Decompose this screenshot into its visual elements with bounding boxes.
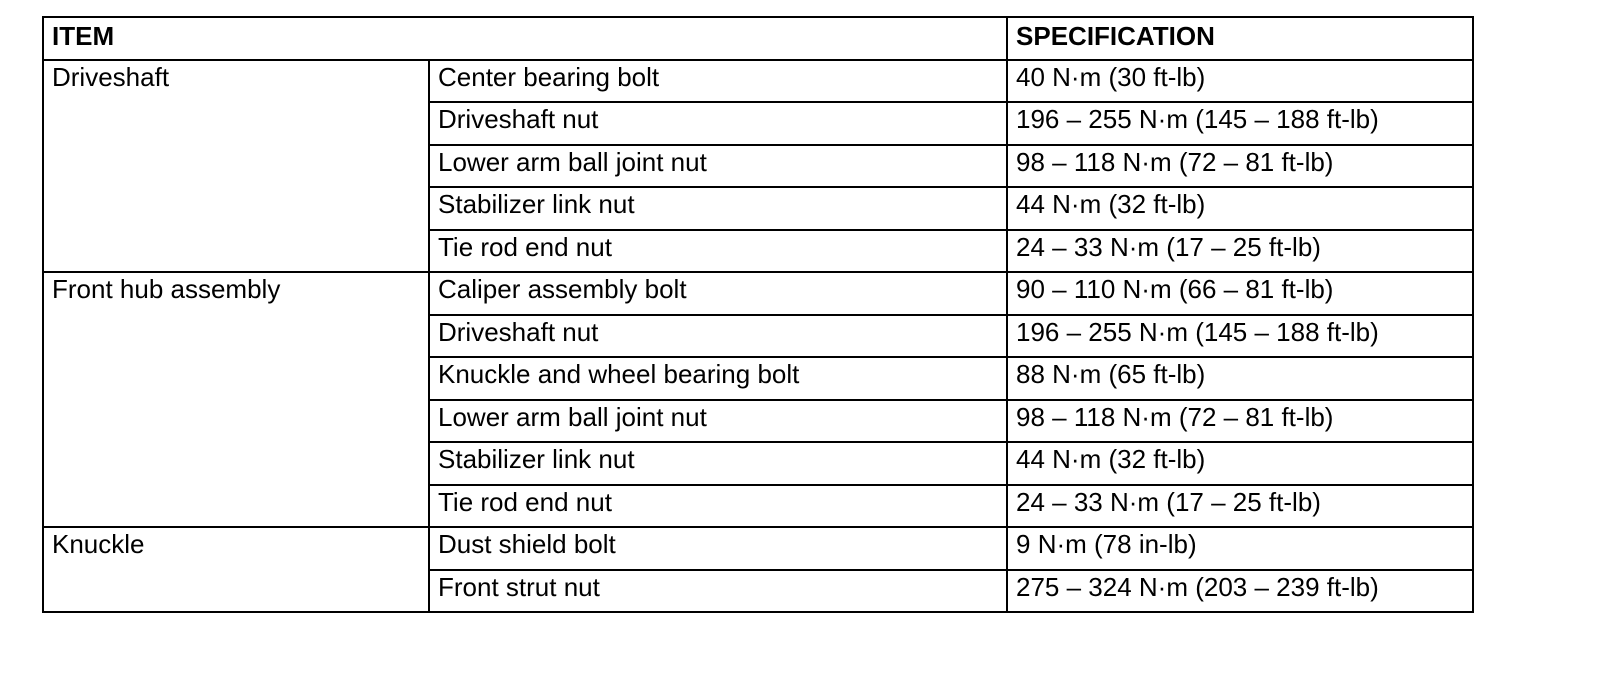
part-name-cell: Dust shield bolt: [429, 527, 1007, 570]
spec-value-cell: 98 – 118 N·m (72 – 81 ft-lb): [1007, 145, 1473, 188]
part-name-cell: Knuckle and wheel bearing bolt: [429, 357, 1007, 400]
group-name-cell: Knuckle: [43, 527, 429, 612]
part-name-cell: Stabilizer link nut: [429, 442, 1007, 485]
spec-value-cell: 88 N·m (65 ft-lb): [1007, 357, 1473, 400]
part-name-cell: Driveshaft nut: [429, 315, 1007, 358]
item-column-header: ITEM: [43, 17, 1007, 60]
table-row: [43, 272, 1473, 315]
torque-spec-table: [42, 16, 1474, 613]
spec-value-cell: 40 N·m (30 ft-lb): [1007, 60, 1473, 103]
part-name-cell: Center bearing bolt: [429, 60, 1007, 103]
part-name-cell: Stabilizer link nut: [429, 187, 1007, 230]
spec-value-cell: 275 – 324 N·m (203 – 239 ft-lb): [1007, 570, 1473, 613]
spec-value-cell: 90 – 110 N·m (66 – 81 ft-lb): [1007, 272, 1473, 315]
table-row: [43, 60, 1473, 103]
spec-value-cell: 44 N·m (32 ft-lb): [1007, 187, 1473, 230]
specification-column-header: SPECIFICATION: [1007, 17, 1473, 60]
table-row: [43, 527, 1473, 570]
part-name-cell: Front strut nut: [429, 570, 1007, 613]
group-name-cell: Driveshaft: [43, 60, 429, 273]
group-name-cell: Front hub assembly: [43, 272, 429, 527]
spec-value-cell: 44 N·m (32 ft-lb): [1007, 442, 1473, 485]
spec-value-cell: 24 – 33 N·m (17 – 25 ft-lb): [1007, 230, 1473, 273]
spec-value-cell: 98 – 118 N·m (72 – 81 ft-lb): [1007, 400, 1473, 443]
spec-value-cell: 9 N·m (78 in-lb): [1007, 527, 1473, 570]
part-name-cell: Tie rod end nut: [429, 485, 1007, 528]
part-name-cell: Tie rod end nut: [429, 230, 1007, 273]
part-name-cell: Caliper assembly bolt: [429, 272, 1007, 315]
part-name-cell: Driveshaft nut: [429, 102, 1007, 145]
table-header-row: [43, 17, 1473, 60]
spec-value-cell: 196 – 255 N·m (145 – 188 ft-lb): [1007, 315, 1473, 358]
part-name-cell: Lower arm ball joint nut: [429, 145, 1007, 188]
part-name-cell: Lower arm ball joint nut: [429, 400, 1007, 443]
spec-value-cell: 24 – 33 N·m (17 – 25 ft-lb): [1007, 485, 1473, 528]
spec-value-cell: 196 – 255 N·m (145 – 188 ft-lb): [1007, 102, 1473, 145]
